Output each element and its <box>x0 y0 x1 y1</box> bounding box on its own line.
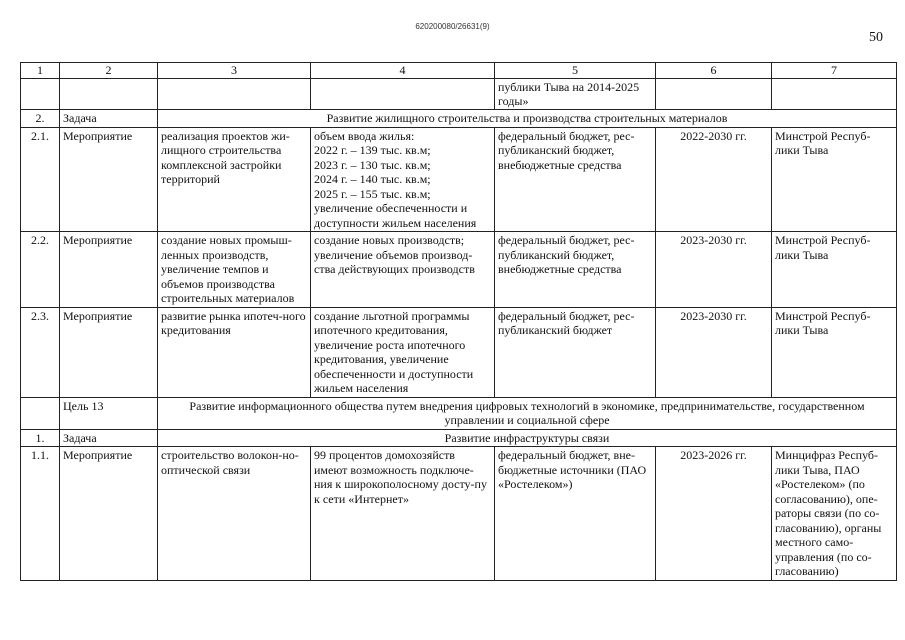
column-numbers-row <box>21 63 897 79</box>
task-row <box>21 429 897 447</box>
goal-row <box>21 397 897 429</box>
task-row <box>21 110 897 128</box>
continuation-source: публики Тыва на 2014-2025 годы» <box>495 79 656 110</box>
goal-label: Цель 13 <box>60 397 158 429</box>
table-row: 2.1. Мероприятие реализация проектов жи-лищного строительства комплексной застройки территорий объем ввода жилья: 2022 г. – 139 тыс. кв.м; 2023 г. – 130 тыс. кв.м; 2024 г. – 140 тыс. кв.м; 2025 г. – 155 тыс. кв.м; увеличение обеспеченности и доступности жильем населения федеральный бюджет, рес-публиканский бюджет, внебюджетные средства 2022-2030 гг. Минстрой Респуб-лики Тыва <box>21 127 897 232</box>
result-cell: объем ввода жилья: 2022 г. – 139 тыс. кв.м; 2023 г. – 130 тыс. кв.м; 2024 г. – 140 тыс. кв.м; 2025 г. – 155 тыс. кв.м; увеличение обеспеченности и доступности жильем населения <box>311 127 495 232</box>
task-label: Задача <box>60 429 158 447</box>
col-num: 7 <box>772 63 897 79</box>
table-row: 1.1. Мероприятие строительство волокон-но-оптической связи 99 процентов домохозяйств имеют возможность подключе-ния к широкополосному досту-пу к сети «Интернет» федеральный бюджет, вне-бюджетные источники (ПАО «Ростелеком») 2023-2026 гг. Минцифраз Респуб-лики Тыва, ПАО «Ростелеком» (по согласованию), опе-раторы связи (по со-гласованию), органы местного само-управления (по со-гласованию) <box>21 447 897 581</box>
continuation-row <box>21 79 897 110</box>
col-num: 4 <box>311 63 495 79</box>
table-row: 2.3. Мероприятие развитие рынка ипотеч-ного кредитования создание льготной программы ипотечного кредитования, увеличение роста ипотечного кредитования, увеличение обеспеченности и доступности жильем населения федеральный бюджет, рес-публиканский бюджет 2023-2030 гг. Минстрой Респуб-лики Тыва <box>21 307 897 397</box>
document-id: 620200080/26631(9) <box>415 22 490 31</box>
col-num: 3 <box>158 63 311 79</box>
table-row: 2.2. Мероприятие создание новых промыш-ленных производств, увеличение темпов и объемов производства строительных материалов создание новых производств; увеличение объемов производ-ства действующих производств федеральный бюджет, рес-публиканский бюджет, внебюджетные средства 2023-2030 гг. Минстрой Респуб-лики Тыва <box>21 232 897 308</box>
goal-title: Развитие информационного общества путем внедрения цифровых технологий в экономике, предпринимательстве, государственном управлении и социальной сфере <box>158 397 897 429</box>
measures-table <box>20 62 897 581</box>
col-num: 1 <box>21 63 60 79</box>
col-num: 5 <box>495 63 656 79</box>
task-label: Задача <box>60 110 158 128</box>
task-title: Развитие жилищного строительства и производства строительных материалов <box>158 110 897 128</box>
task-number: 2. <box>21 110 60 128</box>
task-number: 1. <box>21 429 60 447</box>
col-num: 2 <box>60 63 158 79</box>
page-number: 50 <box>869 30 883 45</box>
col-num: 6 <box>656 63 772 79</box>
task-title: Развитие инфраструктуры связи <box>158 429 897 447</box>
